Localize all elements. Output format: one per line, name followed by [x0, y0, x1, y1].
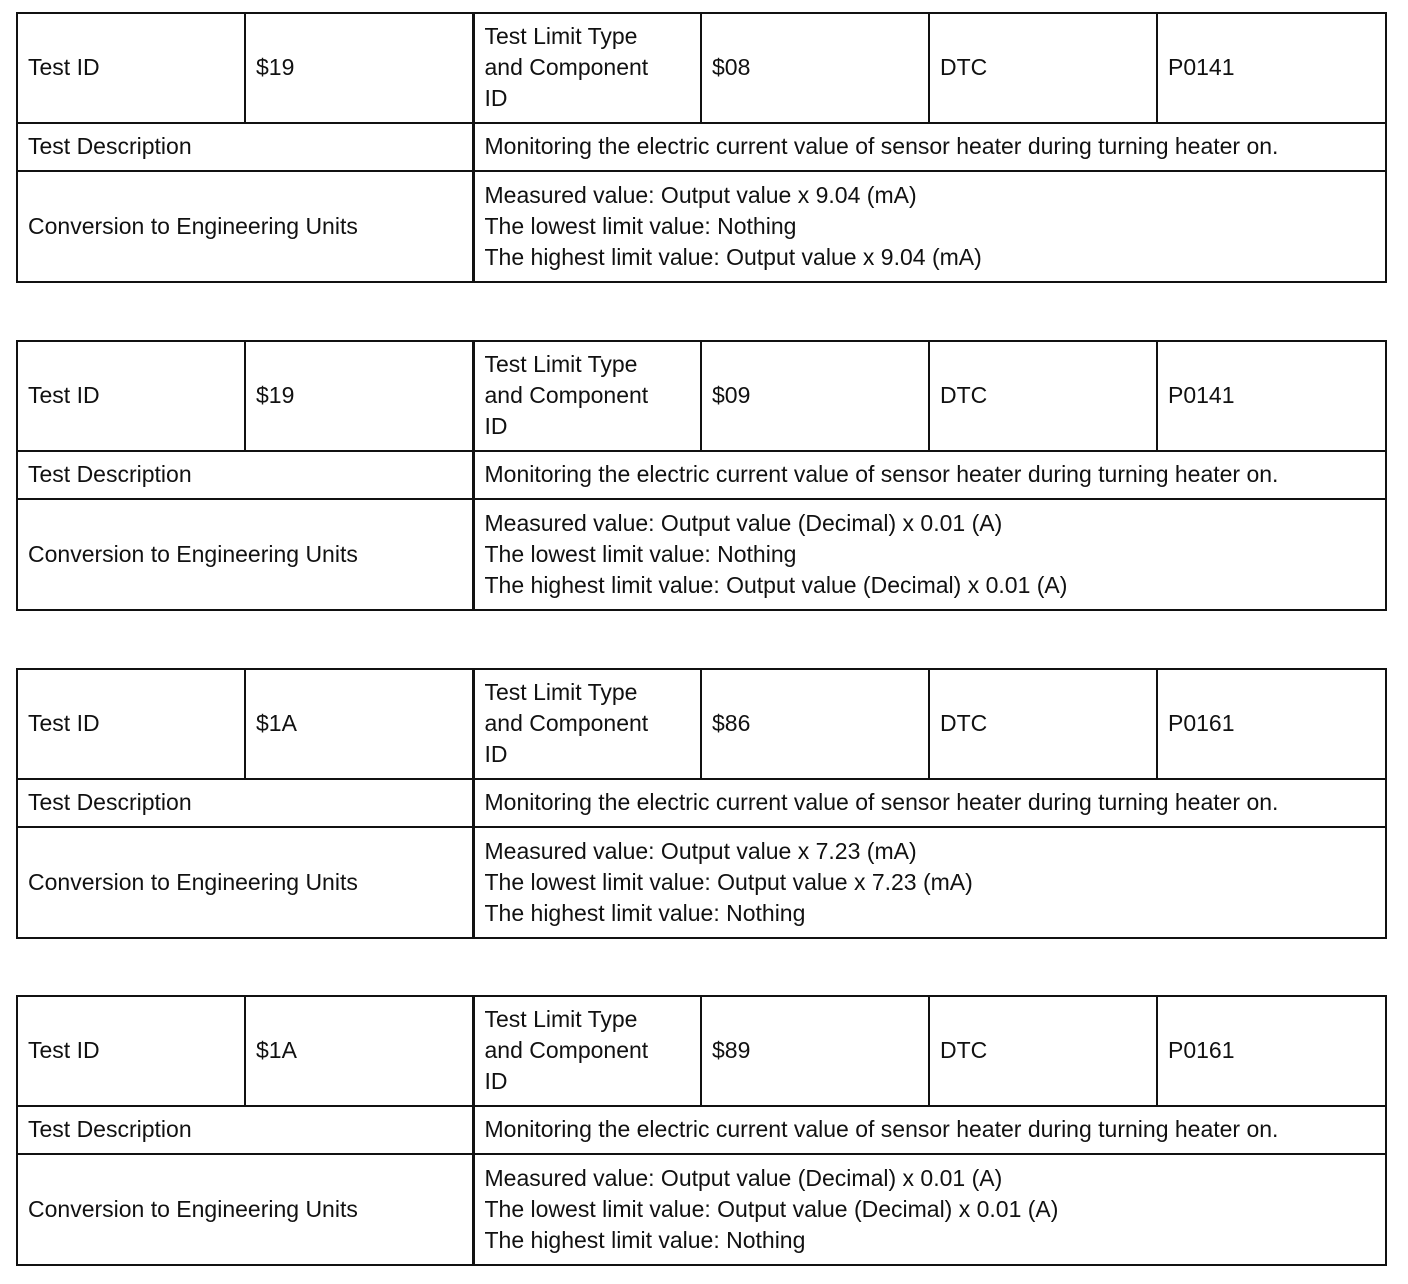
- conversion-row: [17, 827, 1386, 938]
- conversion-value: [473, 499, 1386, 610]
- test-description-label: Test Description: [17, 451, 473, 500]
- test-description-row: [17, 123, 1386, 172]
- conversion-label: Conversion to Engineering Units: [17, 827, 473, 938]
- dtc-label: DTC: [929, 341, 1157, 451]
- dtc-value: P0161: [1157, 996, 1386, 1106]
- highest-limit-line: The highest limit value: Nothing: [484, 1227, 806, 1254]
- conversion-value: [473, 171, 1386, 282]
- limit-type-label: [473, 996, 701, 1106]
- test-id-value: $19: [245, 13, 473, 123]
- conversion-row: [17, 171, 1386, 282]
- conversion-label: Conversion to Engineering Units: [17, 1154, 473, 1265]
- conversion-label: Conversion to Engineering Units: [17, 171, 473, 282]
- test-id-value: $19: [245, 341, 473, 451]
- test-id-label: Test ID: [17, 13, 245, 123]
- dtc-label: DTC: [929, 669, 1157, 779]
- test-description-row: [17, 779, 1386, 828]
- limit-type-label-text: Test Limit Type and Component ID: [484, 351, 649, 440]
- lowest-limit-line: The lowest limit value: Nothing: [484, 213, 797, 240]
- limit-type-value: $89: [701, 996, 929, 1106]
- test-id-label: Test ID: [17, 669, 245, 779]
- monitor-test-table: [16, 668, 1387, 939]
- test-description-value: Monitoring the electric current value of sensor heater during turning heater on.: [473, 779, 1386, 828]
- limit-type-label-text: Test Limit Type and Component ID: [484, 679, 649, 768]
- dtc-label: DTC: [929, 13, 1157, 123]
- measured-value-line: Measured value: Output value x 9.04 (mA): [484, 182, 917, 209]
- test-description-value: Monitoring the electric current value of sensor heater during turning heater on.: [473, 451, 1386, 500]
- dtc-value: P0161: [1157, 669, 1386, 779]
- limit-type-value: $86: [701, 669, 929, 779]
- lowest-limit-line: The lowest limit value: Output value (Decimal) x 0.01 (A): [484, 1196, 1059, 1223]
- highest-limit-line: The highest limit value: Output value (Decimal) x 0.01 (A): [484, 572, 1068, 599]
- test-description-row: [17, 451, 1386, 500]
- test-id-label: Test ID: [17, 341, 245, 451]
- lowest-limit-line: The lowest limit value: Output value x 7.23 (mA): [484, 869, 973, 896]
- monitor-test-table: [16, 340, 1387, 611]
- conversion-value: [473, 1154, 1386, 1265]
- measured-value-line: Measured value: Output value (Decimal) x 0.01 (A): [484, 510, 1003, 537]
- test-id-value: $1A: [245, 996, 473, 1106]
- dtc-value: P0141: [1157, 13, 1386, 123]
- conversion-label: Conversion to Engineering Units: [17, 499, 473, 610]
- test-id-row: [17, 13, 1386, 123]
- limit-type-label: [473, 13, 701, 123]
- test-id-value: $1A: [245, 669, 473, 779]
- conversion-value: [473, 827, 1386, 938]
- conversion-row: [17, 499, 1386, 610]
- highest-limit-line: The highest limit value: Output value x 9.04 (mA): [484, 244, 982, 271]
- limit-type-value: $08: [701, 13, 929, 123]
- dtc-label: DTC: [929, 996, 1157, 1106]
- test-description-label: Test Description: [17, 1106, 473, 1155]
- test-id-row: [17, 341, 1386, 451]
- measured-value-line: Measured value: Output value (Decimal) x 0.01 (A): [484, 1165, 1003, 1192]
- monitor-test-table: [16, 995, 1387, 1266]
- test-id-label: Test ID: [17, 996, 245, 1106]
- limit-type-label-text: Test Limit Type and Component ID: [484, 23, 649, 112]
- test-description-value: Monitoring the electric current value of sensor heater during turning heater on.: [473, 123, 1386, 172]
- measured-value-line: Measured value: Output value x 7.23 (mA): [484, 838, 917, 865]
- test-description-label: Test Description: [17, 779, 473, 828]
- limit-type-label-text: Test Limit Type and Component ID: [484, 1006, 649, 1095]
- test-id-row: [17, 669, 1386, 779]
- lowest-limit-line: The lowest limit value: Nothing: [484, 541, 797, 568]
- limit-type-label: [473, 341, 701, 451]
- test-id-row: [17, 996, 1386, 1106]
- test-description-label: Test Description: [17, 123, 473, 172]
- dtc-value: P0141: [1157, 341, 1386, 451]
- highest-limit-line: The highest limit value: Nothing: [484, 900, 806, 927]
- limit-type-label: [473, 669, 701, 779]
- test-description-value: Monitoring the electric current value of sensor heater during turning heater on.: [473, 1106, 1386, 1155]
- limit-type-value: $09: [701, 341, 929, 451]
- test-description-row: [17, 1106, 1386, 1155]
- monitor-test-table: [16, 12, 1387, 283]
- conversion-row: [17, 1154, 1386, 1265]
